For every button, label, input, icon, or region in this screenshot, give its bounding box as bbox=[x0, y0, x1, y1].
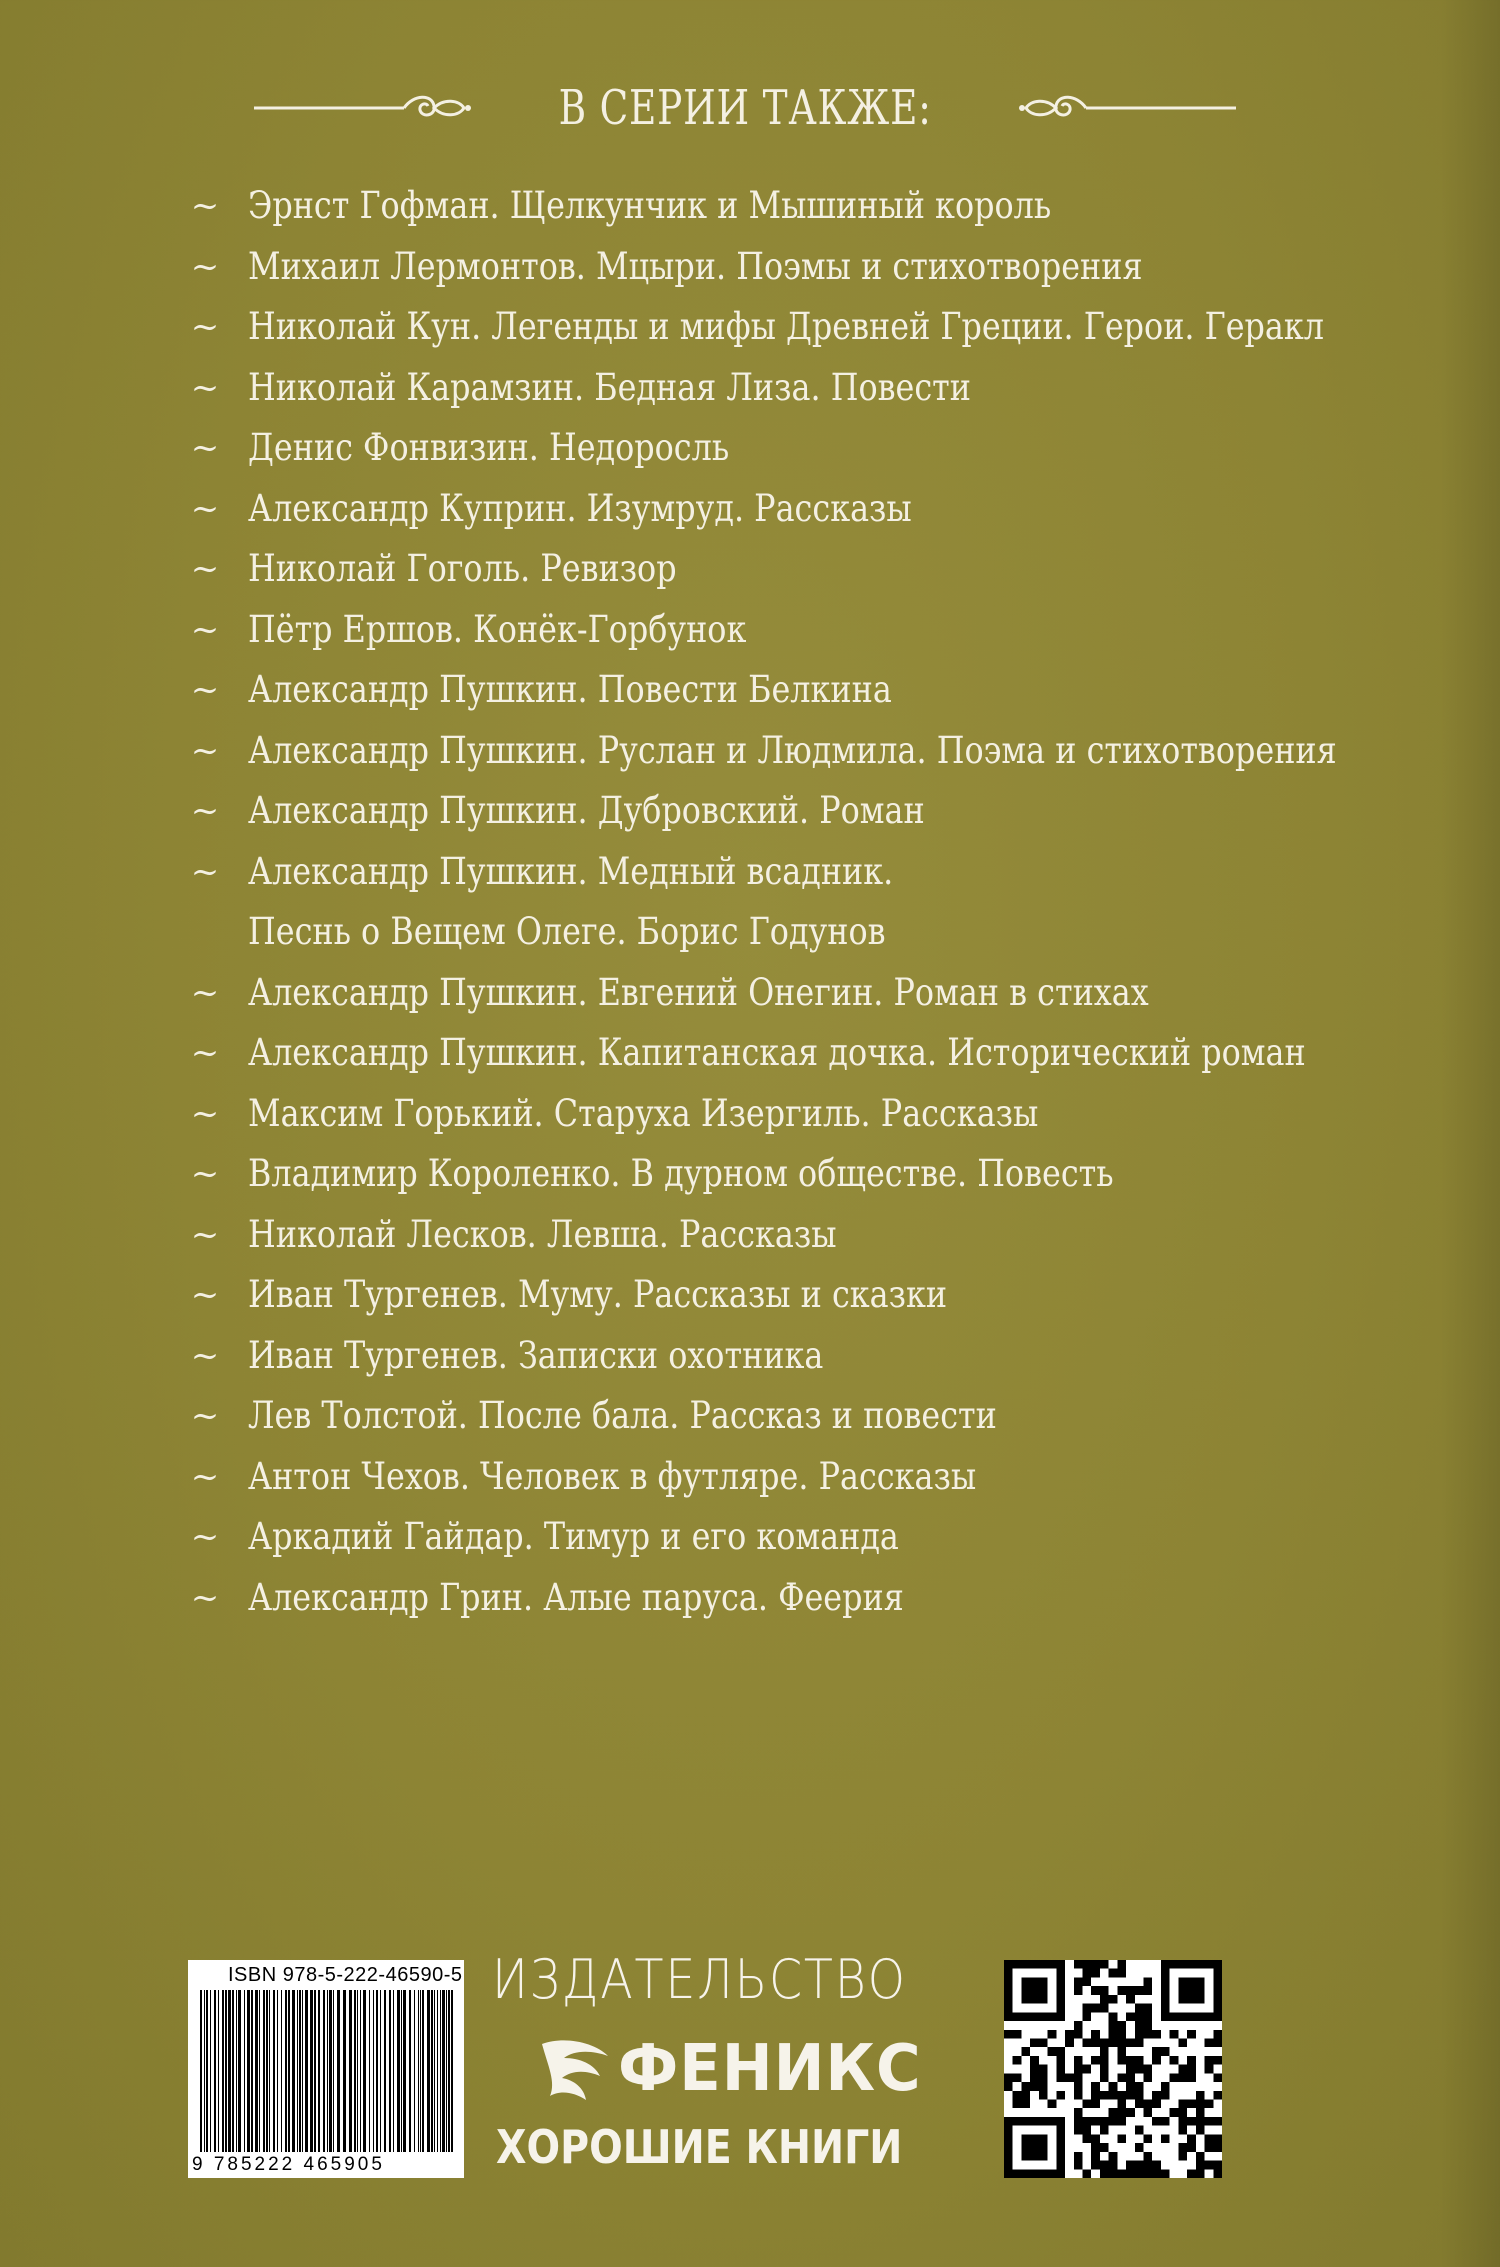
header-title: В СЕРИИ ТАКЖЕ: bbox=[558, 80, 932, 136]
list-item-continuation: Песнь о Вещем Олеге. Борис Годунов bbox=[248, 910, 886, 953]
bullet-tilde: ~ bbox=[190, 1456, 220, 1497]
bullet-tilde: ~ bbox=[190, 1214, 220, 1255]
list-item: ~ Александр Грин. Алые паруса. Феерия bbox=[190, 1568, 1360, 1629]
list-item: ~ Антон Чехов. Человек в футляре. Рассказы bbox=[190, 1447, 1360, 1508]
spine-shade bbox=[1440, 0, 1500, 2267]
bullet-tilde: ~ bbox=[190, 1275, 220, 1315]
bullet-tilde: ~ bbox=[190, 972, 220, 1013]
list-item: ~ Александр Пушкин. Медный всадник. bbox=[190, 842, 1360, 903]
list-item: ~ Николай Лесков. Левша. Рассказы bbox=[190, 1205, 1360, 1266]
list-item: ~ Александр Пушкин. Капитанская дочка. Исторический роман bbox=[190, 1023, 1360, 1084]
list-item: ~ Пётр Ершов. Конёк-Горбунок bbox=[190, 600, 1360, 661]
bullet-tilde: ~ bbox=[190, 1154, 220, 1194]
publisher-line1: ИЗДАТЕЛЬСТВО bbox=[492, 1948, 907, 2011]
list-item: ~ Александр Пушкин. Дубровский. Роман bbox=[190, 781, 1360, 842]
bullet-tilde: ~ bbox=[190, 1033, 220, 1073]
right-flourish-icon bbox=[1016, 88, 1236, 128]
bullet-tilde: ~ bbox=[190, 367, 220, 408]
bullet-tilde: ~ bbox=[190, 609, 220, 650]
list-item: ~ Денис Фонвизин. Недоросль bbox=[190, 418, 1360, 479]
bullet-tilde: ~ bbox=[190, 1517, 220, 1557]
list-item: ~ Александр Куприн. Изумруд. Рассказы bbox=[190, 479, 1360, 540]
bullet-tilde: ~ bbox=[190, 1093, 220, 1134]
list-item: ~ Эрнст Гофман. Щелкунчик и Мышиный король bbox=[190, 176, 1360, 237]
qr-code bbox=[1004, 1960, 1222, 2178]
series-header bbox=[190, 78, 1300, 138]
list-item: ~ Михаил Лермонтов. Мцыри. Поэмы и стихотворения bbox=[190, 237, 1360, 298]
list-item: ~ Владимир Короленко. В дурном обществе. Повесть bbox=[190, 1144, 1360, 1205]
publisher-slogan: ХОРОШИЕ КНИГИ bbox=[496, 2120, 903, 2174]
list-item: ~ Александр Пушкин. Повести Белкина bbox=[190, 660, 1360, 721]
barcode bbox=[188, 1960, 464, 2178]
bullet-tilde: ~ bbox=[190, 1396, 220, 1436]
bullet-tilde: ~ bbox=[190, 1335, 220, 1376]
list-item: ~ Николай Карамзин. Бедная Лиза. Повести bbox=[190, 358, 1360, 419]
bullet-tilde: ~ bbox=[190, 1577, 220, 1618]
list-item: ~ Николай Кун. Легенды и мифы Древней Греции. Герои. Геракл bbox=[190, 297, 1360, 358]
list-item: ~ Александр Пушкин. Евгений Онегин. Роман в стихах bbox=[190, 963, 1360, 1024]
publisher-name: ФЕНИКС bbox=[618, 2032, 922, 2106]
book-list bbox=[190, 176, 1360, 1628]
left-flourish-icon bbox=[254, 88, 474, 128]
bullet-tilde: ~ bbox=[190, 851, 220, 892]
isbn-label: ISBN 978-5-222-46590-5 bbox=[228, 1964, 463, 1986]
barcode-number: 9 785222 465905 bbox=[192, 2154, 385, 2175]
publisher-block bbox=[492, 1948, 986, 2188]
bullet-tilde: ~ bbox=[190, 670, 220, 710]
qr-code-icon bbox=[1004, 1960, 1222, 2178]
bullet-tilde: ~ bbox=[190, 791, 220, 831]
bullet-tilde: ~ bbox=[190, 307, 220, 347]
phoenix-logo-icon bbox=[534, 2036, 614, 2106]
bullet-tilde: ~ bbox=[190, 186, 220, 226]
list-item: ~ Иван Тургенев. Муму. Рассказы и сказки bbox=[190, 1265, 1360, 1326]
barcode-bars bbox=[200, 1990, 455, 2152]
list-item: ~ Иван Тургенев. Записки охотника bbox=[190, 1326, 1360, 1387]
bullet-tilde: ~ bbox=[190, 730, 220, 771]
list-item: ~ Аркадий Гайдар. Тимур и его команда bbox=[190, 1507, 1360, 1568]
list-item: ~ Максим Горький. Старуха Изергиль. Рассказы bbox=[190, 1084, 1360, 1145]
list-item: ~ Лев Толстой. После бала. Рассказ и повести bbox=[190, 1386, 1360, 1447]
list-item: ~ Николай Гоголь. Ревизор bbox=[190, 539, 1360, 600]
bullet-tilde: ~ bbox=[190, 246, 220, 287]
bullet-tilde: ~ bbox=[190, 488, 220, 529]
bullet-tilde: ~ bbox=[190, 549, 220, 589]
list-item: ~ Александр Пушкин. Руслан и Людмила. Поэма и стихотворения bbox=[190, 721, 1360, 782]
bullet-tilde: ~ bbox=[190, 428, 220, 468]
